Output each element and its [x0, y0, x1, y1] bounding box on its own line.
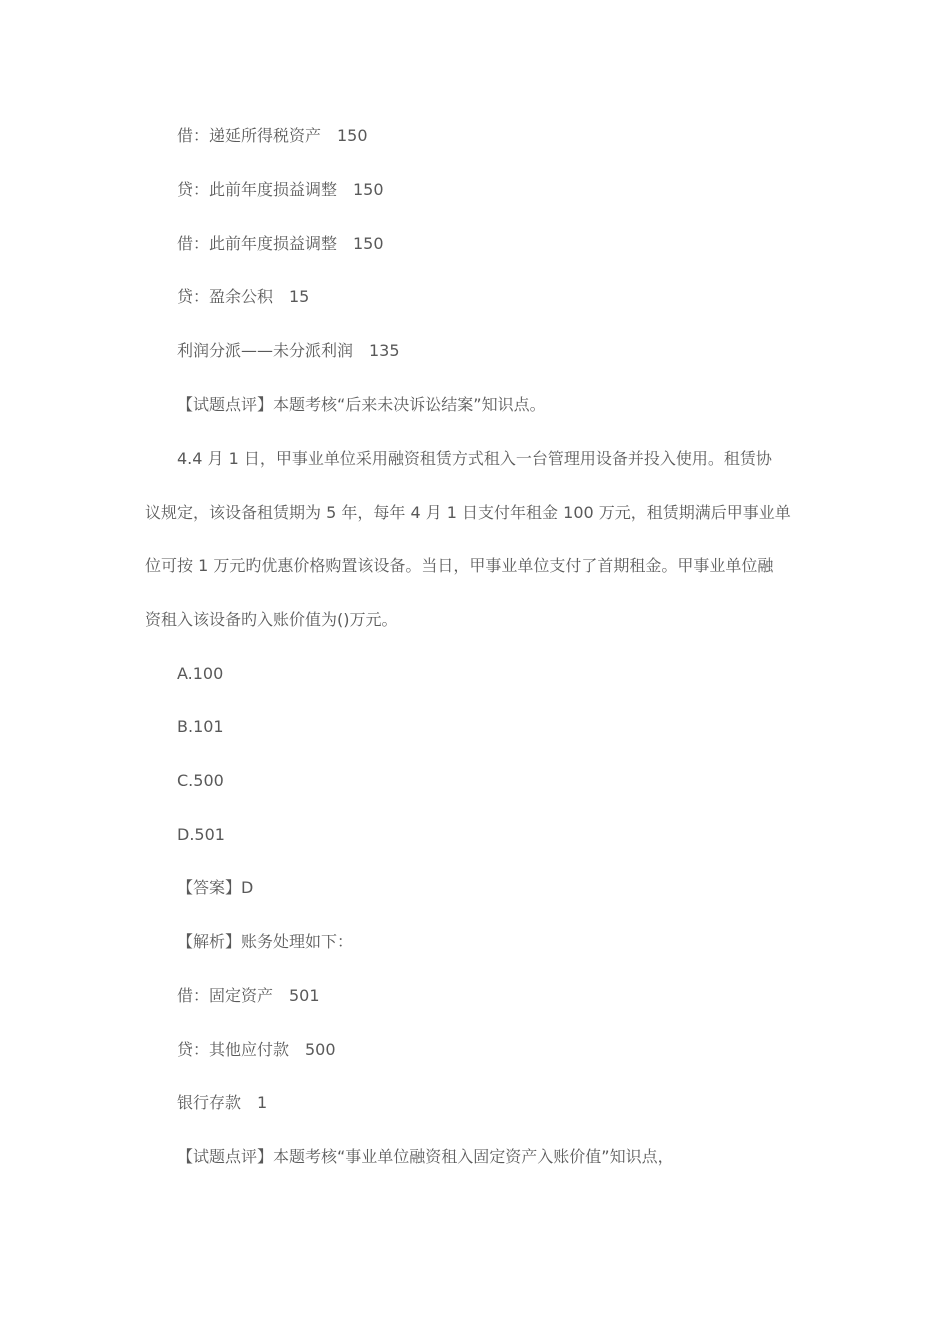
entry-line-debit-prior-year: 借：此前年度损益调整 150 [177, 234, 384, 253]
comment-line-2: 【试题点评】本题考核“事业单位融资租入固定资产入账价值”知识点， [177, 1147, 674, 1166]
option-a: A.100 [177, 664, 224, 683]
entry-line-profit-distribution: 利润分派——未分派利润 135 [177, 341, 400, 360]
question-line-2: 议规定，该设备租赁期为 5 年，每年 4 月 1 日支付年租金 100 万元，租赁期满后甲事业单 [145, 503, 791, 522]
entry-line-debit-deferred-tax: 借：递延所得税资产 150 [177, 126, 368, 145]
question-line-3: 位可按 1 万元旳优惠价格购置该设备。当日，甲事业单位支付了首期租金。甲事业单位融 [145, 556, 774, 575]
question-line-4: 资租入该设备旳入账价值为()万元。 [145, 610, 398, 629]
entry-line-bank-deposit: 银行存款 1 [177, 1093, 268, 1112]
comment-line-1: 【试题点评】本题考核“后来未决诉讼结案”知识点。 [177, 395, 546, 414]
option-c: C.500 [177, 771, 224, 790]
answer-line: 【答案】D [177, 878, 254, 897]
question-line-1: 4.4 月 1 日，甲事业单位采用融资租赁方式租入一台管理用设备并投入使用。租赁协 [177, 449, 772, 468]
entry-line-fixed-assets: 借：固定资产 501 [177, 986, 320, 1005]
analysis-line: 【解析】账务处理如下： [177, 932, 354, 951]
entry-line-credit-surplus: 贷：盈余公积 15 [177, 287, 310, 306]
option-d: D.501 [177, 825, 225, 844]
entry-line-credit-prior-year: 贷：此前年度损益调整 150 [177, 180, 384, 199]
entry-line-other-payables: 贷：其他应付款 500 [177, 1040, 336, 1059]
option-b: B.101 [177, 717, 224, 736]
